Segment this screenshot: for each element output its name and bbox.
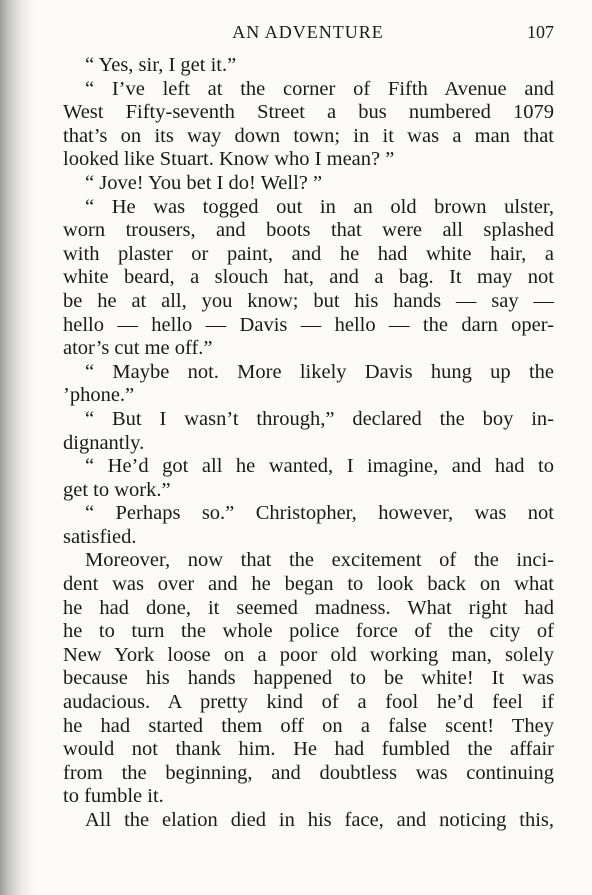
page-gutter-shadow [0, 0, 34, 895]
text-line: dignantly. [63, 431, 145, 454]
page-number: 107 [527, 22, 554, 42]
text-line: “ I’ve left at the corner of Fifth Avenue and [85, 77, 554, 100]
text-line: get to work.” [63, 478, 171, 501]
text-line: to fumble it. [63, 785, 164, 808]
text-line: white beard, a slouch hat, and a bag. It may not [63, 266, 554, 289]
text-line: with plaster or paint, and he had white hair, a [63, 242, 554, 265]
text-line: satisfied. [63, 525, 137, 548]
text-line: “ But I wasn’t through,” declared the boy in- [85, 407, 554, 430]
text-line: ator’s cut me off.” [63, 337, 213, 360]
text-line: dent was over and he began to look back on what [63, 573, 554, 596]
text-line: he had started them off on a false scent! They [63, 714, 554, 737]
text-line: looked like Stuart. Know who I mean? ” [63, 148, 395, 171]
text-line: worn trousers, and boots that were all splashed [63, 219, 554, 242]
text-line: because his hands happened to be white! It was [63, 667, 554, 690]
text-line: audacious. A pretty kind of a fool he’d feel if [63, 691, 554, 714]
text-line: ’phone.” [63, 384, 135, 407]
text-line: that’s on its way down town; in it was a man that [63, 124, 554, 147]
text-line: he had done, it seemed madness. What right had [63, 596, 554, 619]
text-line: be he at all, you know; but his hands — say — [63, 289, 554, 312]
text-line: “ Jove! You bet I do! Well? ” [85, 171, 323, 194]
text-line: New York loose on a poor old working man, solely [63, 643, 554, 666]
running-head: AN ADVENTURE [232, 22, 384, 42]
text-line: Moreover, now that the excitement of the inci- [85, 549, 554, 572]
text-line: “ He was togged out in an old brown ulster, [85, 195, 554, 218]
text-line: hello — hello — Davis — hello — the darn oper- [63, 313, 554, 336]
text-line: “ Perhaps so.” Christopher, however, was not [85, 502, 554, 525]
text-line: West Fifty-seventh Street a bus numbered 1079 [63, 101, 554, 124]
body-text [63, 54, 554, 833]
text-line: he to turn the whole police force of the city of [63, 620, 554, 643]
text-line: “ Maybe not. More likely Davis hung up the [85, 360, 554, 383]
page-header [62, 22, 554, 44]
text-line: from the beginning, and doubtless was continuing [63, 761, 554, 784]
text-line: “ He’d got all he wanted, I imagine, and had to [85, 455, 554, 478]
text-line: would not thank him. He had fumbled the affair [63, 738, 554, 761]
text-line: “ Yes, sir, I get it.” [85, 54, 237, 76]
text-line: All the elation died in his face, and noticing this, [85, 809, 554, 831]
